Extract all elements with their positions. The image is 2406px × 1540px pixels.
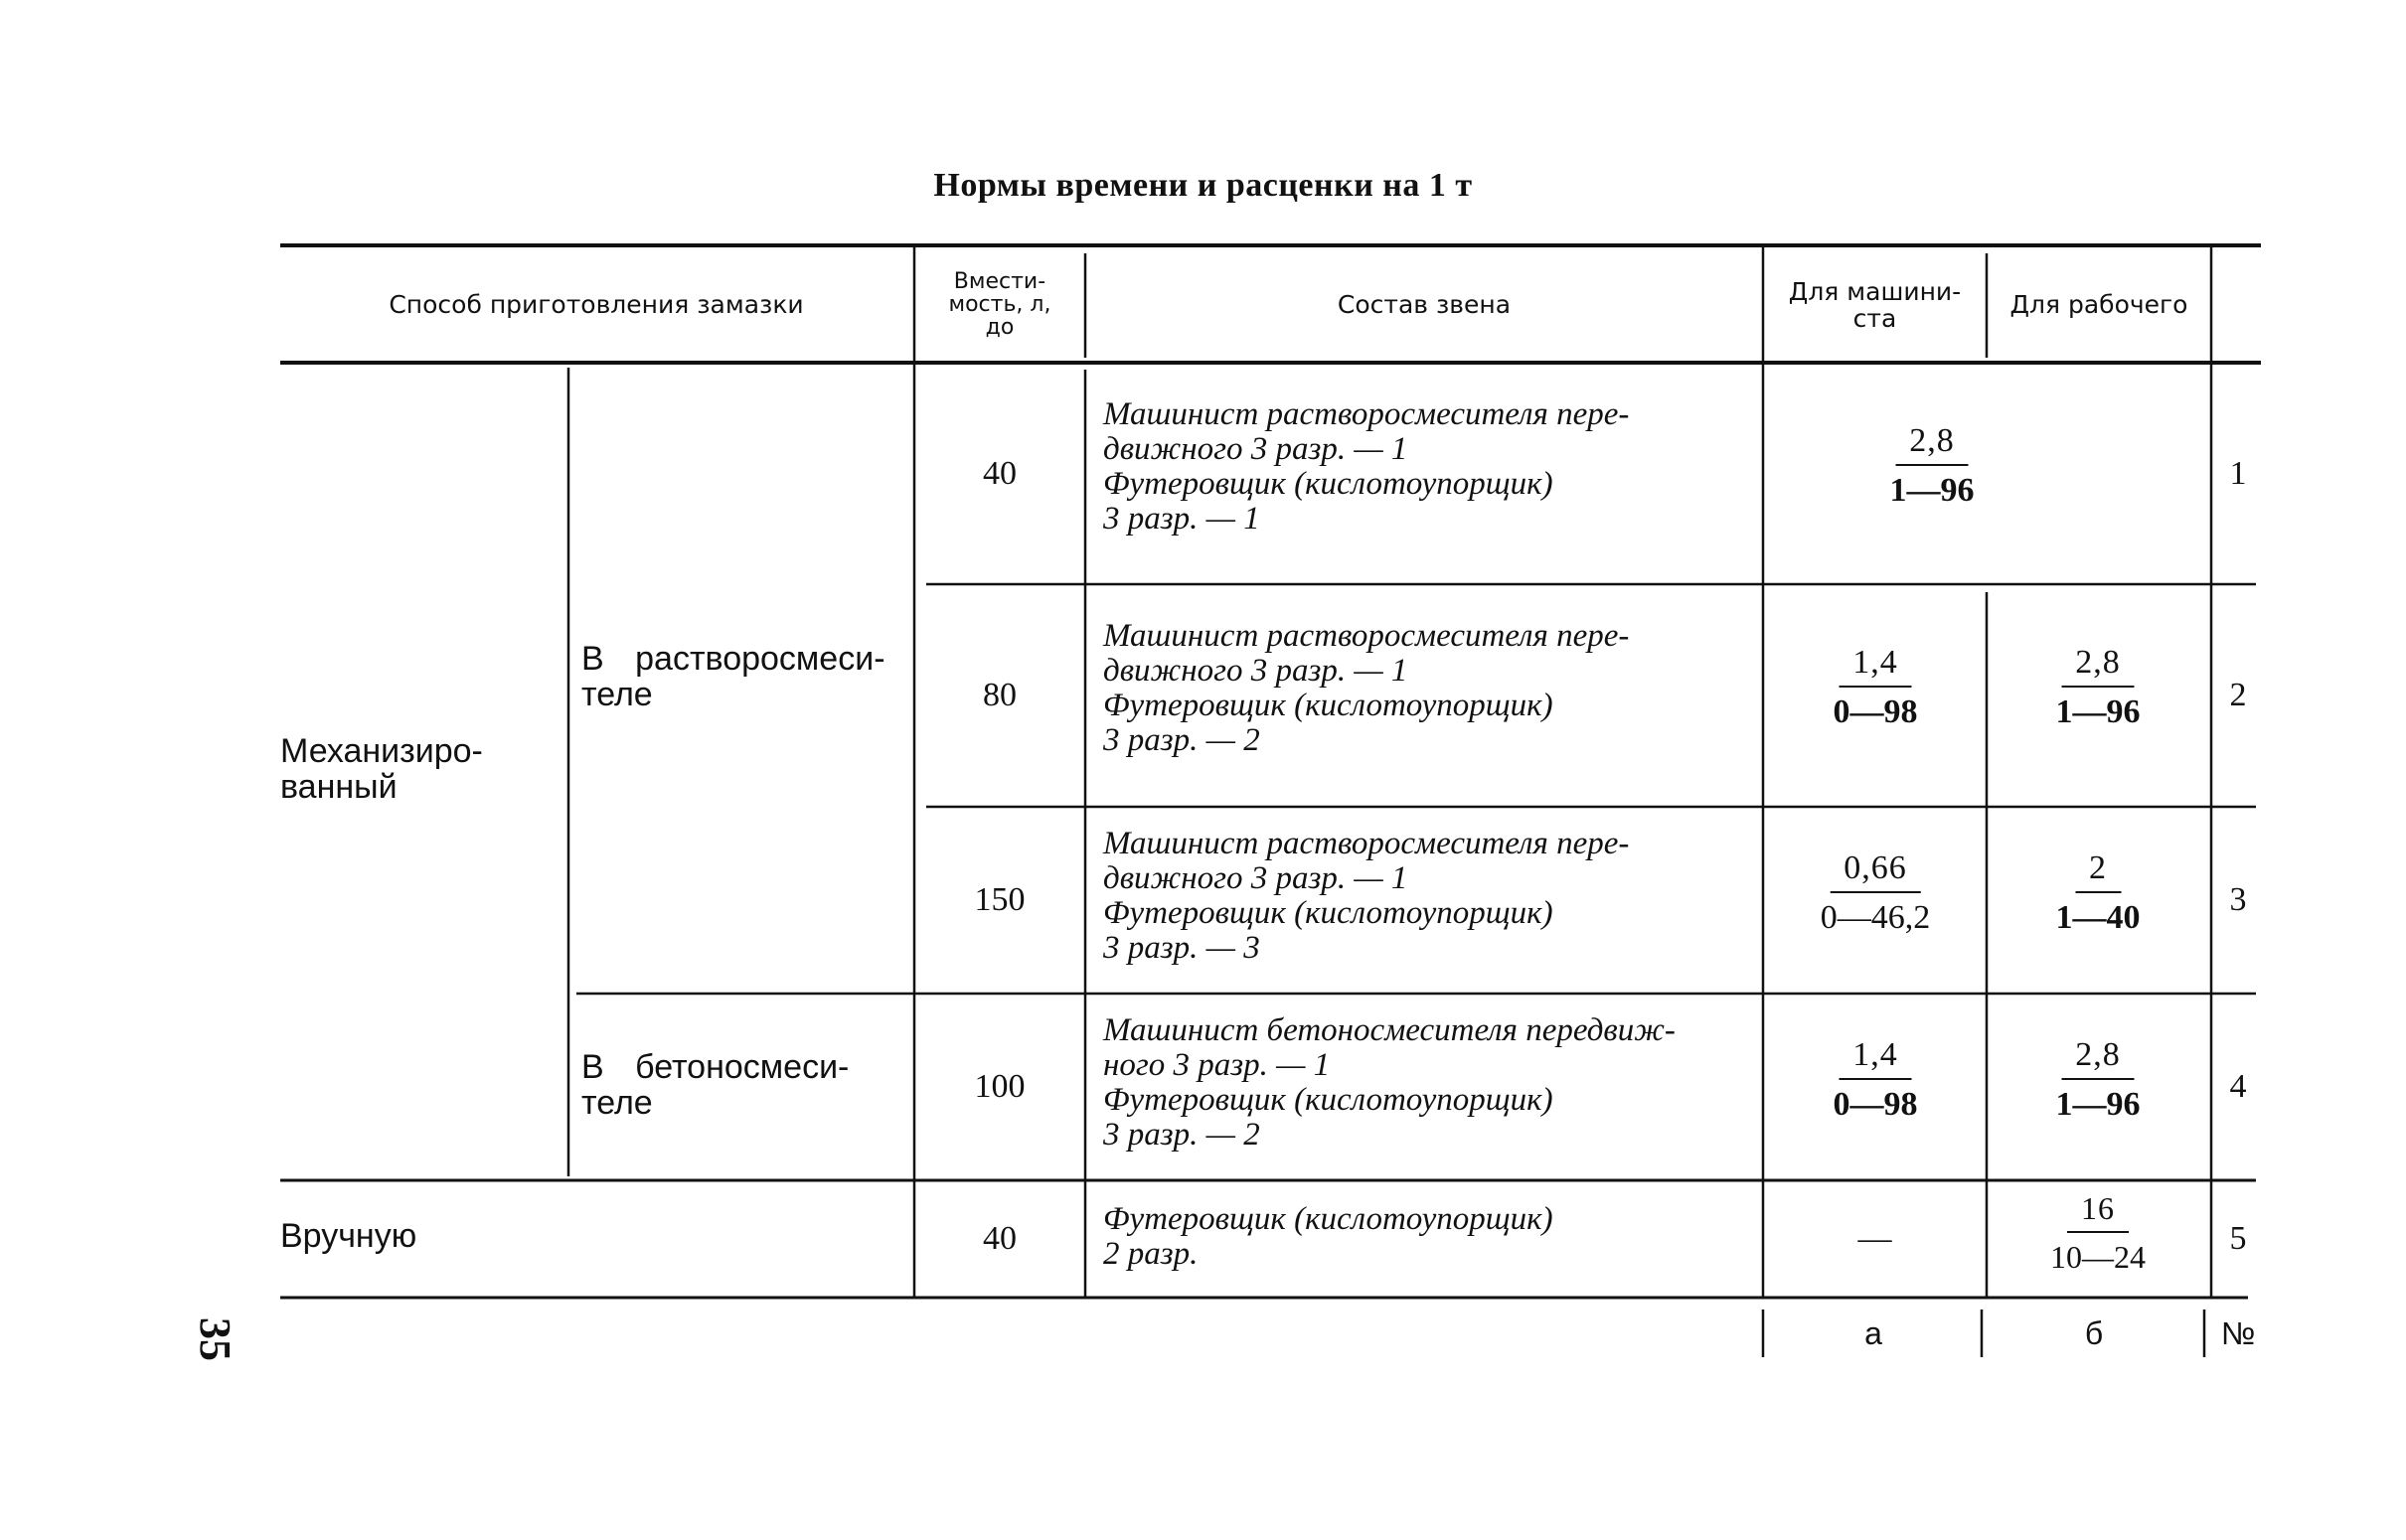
row-4-worker-price: 1—96 (2055, 1086, 2141, 1123)
page-number: 35 (191, 1317, 240, 1361)
group-mortar-mixer: В растворосмеси- теле (581, 640, 885, 713)
row-4-worker-rate (2042, 1036, 2155, 1124)
row-5-capacity: 40 (983, 1220, 1017, 1257)
row-3-crew: Машинист растворосмесителя пере- движного 3 разр. — 1 Футеровщик (кислотоупорщик) 3 разр. — 3 (1103, 826, 1630, 966)
footer-col-no: № (2220, 1314, 2256, 1351)
row-5-number: 5 (2229, 1220, 2247, 1257)
row-5-worker-time: 16 (2067, 1190, 2129, 1233)
row-4-worker-time: 2,8 (2061, 1036, 2135, 1080)
row-1-price: 1—96 (1889, 472, 1975, 509)
row-1-time-norm: 2,8 (1895, 422, 1969, 466)
group-manual: Вручную (280, 1217, 417, 1255)
header-crew: Состав звена (1337, 290, 1512, 319)
row-2-crew: Машинист растворосмесителя пере- движного 3 разр. — 1 Футеровщик (кислотоупорщик) 3 разр. — 2 (1103, 618, 1630, 758)
page-title: Нормы времени и расценки на 1 т (933, 167, 1473, 204)
row-3-machinist-rate (1807, 849, 1945, 937)
footer-col-b: б (2084, 1314, 2104, 1351)
group-concrete-mixer: В бетоносмеси- теле (581, 1048, 850, 1122)
row-4-machinist-rate (1820, 1036, 1932, 1124)
row-4-machinist-price: 0—98 (1833, 1086, 1918, 1123)
row-1-number: 1 (2229, 455, 2247, 492)
row-2-machinist-price: 0—98 (1833, 693, 1918, 730)
row-5-worker-price: 10—24 (2050, 1239, 2146, 1275)
row-3-capacity: 150 (974, 881, 1026, 918)
row-1-crew: Машинист растворосмесителя пере- движного 3 разр. — 1 Футеровщик (кислотоупорщик) 3 разр. — 1 (1103, 396, 1630, 537)
row-3-number: 3 (2229, 881, 2247, 918)
row-4-crew: Машинист бетоносмесителя передвиж- ного 3 разр. — 1 Футеровщик (кислотоупорщик) 3 разр. — 2 (1103, 1012, 1676, 1153)
header-capacity: Вмести- мость, л, до (948, 269, 1051, 340)
row-3-worker-price: 1—40 (2055, 899, 2141, 936)
row-2-worker-price: 1—96 (2055, 693, 2141, 730)
row-3-worker-rate (2042, 849, 2155, 937)
row-5-worker-rate (2036, 1190, 2160, 1276)
row-1-capacity: 40 (983, 455, 1017, 492)
row-5-machinist-dash: — (1857, 1220, 1892, 1257)
row-2-capacity: 80 (983, 677, 1017, 713)
row-2-worker-time: 2,8 (2061, 644, 2135, 688)
footer-col-a: а (1864, 1314, 1882, 1351)
row-4-machinist-time: 1,4 (1839, 1036, 1912, 1080)
row-2-worker-rate (2042, 644, 2155, 731)
header-worker: Для рабочего (2009, 290, 2188, 319)
header-method: Способ приготовления замазки (389, 290, 804, 319)
row-2-number: 2 (2229, 677, 2247, 713)
row-3-worker-time: 2 (2075, 849, 2121, 893)
row-5-crew: Футеровщик (кислотоупорщик) 2 разр. (1103, 1201, 1553, 1272)
row-4-capacity: 100 (974, 1068, 1026, 1105)
row-2-machinist-time: 1,4 (1839, 644, 1912, 688)
row-1-combined-rate (1876, 422, 1989, 510)
row-3-machinist-price: 0—46,2 (1820, 899, 1931, 936)
row-4-number: 4 (2229, 1068, 2247, 1105)
row-3-machinist-time: 0,66 (1830, 849, 1921, 893)
group-mechanized: Механизиро- ванный (280, 732, 483, 806)
row-2-machinist-rate (1820, 644, 1932, 731)
header-machinist: Для машини- ста (1788, 276, 1962, 333)
